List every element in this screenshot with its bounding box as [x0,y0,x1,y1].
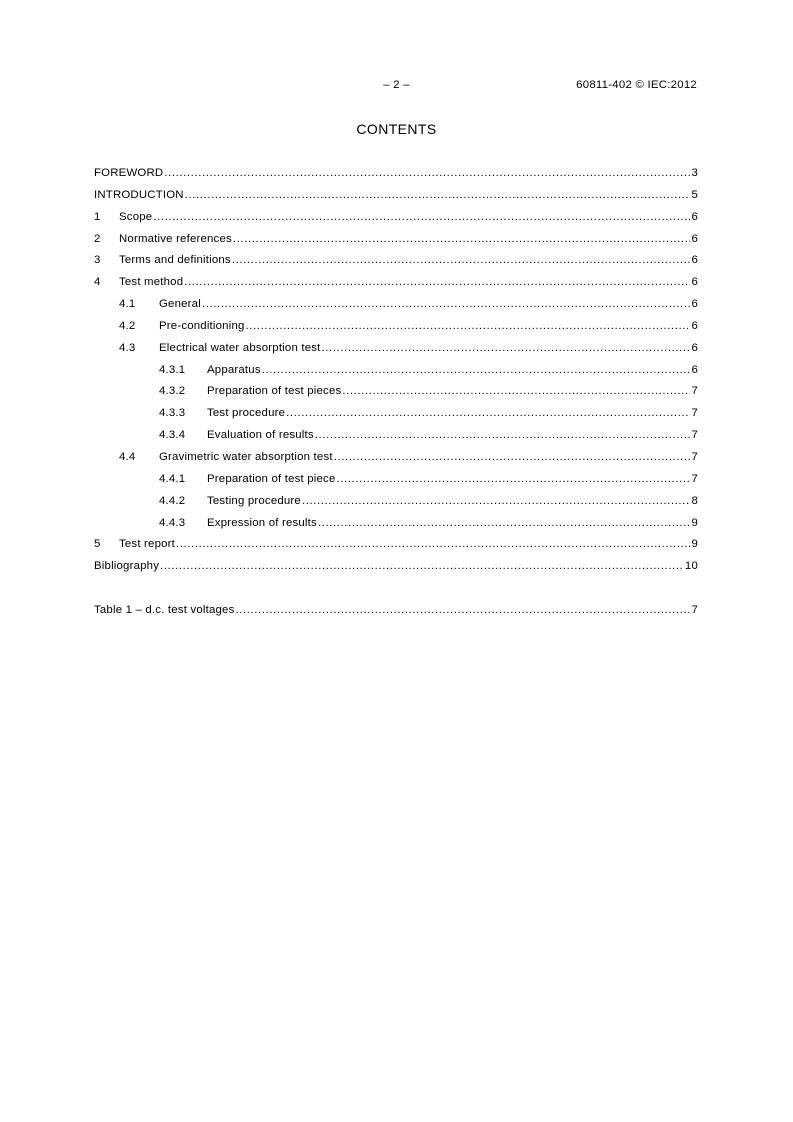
toc-entry-page: 7 [691,407,698,420]
toc-entry-page: 10 [684,560,698,573]
toc-entry-title: General [159,298,201,311]
toc-entry-title: Scope [119,210,153,223]
toc-entry-3[interactable] [94,252,698,274]
toc-entry-title: Terms and definitions [119,254,231,267]
toc-entry-number: 4.4 [119,450,136,463]
toc-entry-page: 9 [691,516,698,529]
toc-entry-number: 4.3.4 [159,429,186,442]
toc-entry-page: 5 [691,188,698,201]
toc-entry-title: Expression of results [207,516,317,529]
toc-entry-4-3-2[interactable] [94,383,698,405]
toc-entry-title: Bibliography [94,560,160,573]
toc-entry-4-4[interactable] [94,449,698,471]
dot-leader [318,516,691,530]
dot-leader [160,559,684,573]
table-entry-page: 7 [691,604,698,617]
dot-leader [302,494,691,508]
dot-leader [246,319,691,333]
toc-entry-page: 7 [691,450,698,463]
toc-entry-foreword[interactable] [94,165,698,187]
toc-entry-4-4-1[interactable] [94,471,698,493]
dot-leader [315,428,691,442]
toc-entry-4-3-3[interactable] [94,405,698,427]
toc-entry-page: 6 [691,210,698,223]
toc-entry-title: Normative references [119,232,232,245]
dot-leader [235,603,690,617]
toc-entry-title: Test report [119,538,176,551]
toc-entry-title: Test procedure [207,407,286,420]
toc-entry-page: 8 [691,494,698,507]
dot-leader [164,166,690,180]
toc-entry-page: 6 [691,232,698,245]
toc-entry-title: Evaluation of results [207,429,314,442]
table-of-contents [94,165,698,624]
toc-entry-page: 6 [691,298,698,311]
toc-entry-number: 4.2 [119,319,136,332]
dot-leader [153,210,690,224]
toc-entry-number: 4.3.1 [159,363,186,376]
dot-leader [334,450,691,464]
dot-leader [232,253,691,267]
toc-entry-4-3-1[interactable] [94,362,698,384]
table-entry-title: Table 1 – d.c. test voltages [94,604,235,617]
toc-entry-page: 7 [691,429,698,442]
document-reference: 60811-402 © IEC:2012 [576,79,697,91]
dot-leader [336,472,690,486]
toc-entry-number: 2 [94,232,101,245]
toc-entry-1[interactable] [94,209,698,231]
toc-entry-page: 3 [691,167,698,179]
toc-entry-page: 6 [691,319,698,332]
toc-entry-number: 4.4.1 [159,472,186,485]
dot-leader [176,537,690,551]
dot-leader [185,188,691,202]
toc-entry-4-2[interactable] [94,318,698,340]
toc-entry-2[interactable] [94,231,698,253]
toc-entry-page: 6 [691,341,698,354]
dot-leader [286,406,690,420]
toc-entry-number: 4.3 [119,341,136,354]
toc-entry-title: FOREWORD [94,167,164,179]
toc-entry-4-1[interactable] [94,296,698,318]
dot-leader [233,232,691,246]
toc-entry-4-4-2[interactable] [94,493,698,515]
toc-entry-page: 7 [691,385,698,398]
toc-entry-title: Preparation of test pieces [207,385,342,398]
toc-entry-number: 4.4.2 [159,494,186,507]
toc-entry-page: 6 [691,276,698,289]
toc-entry-number: 4.3.3 [159,407,186,420]
toc-entry-number: 4.3.2 [159,385,186,398]
toc-entry-title: Test method [119,276,184,289]
toc-entry-number: 4.4.3 [159,516,186,529]
list-of-tables-entry-table-1[interactable] [94,602,698,624]
dot-leader [262,363,691,377]
toc-entry-number: 4 [94,276,101,289]
toc-entry-number: 4.1 [119,298,136,311]
dot-leader [322,341,691,355]
toc-entry-bibliography[interactable] [94,558,698,580]
toc-entry-title: Apparatus [207,363,261,376]
toc-entry-page: 6 [691,363,698,376]
toc-entry-5[interactable] [94,536,698,558]
toc-entry-title: Pre-conditioning [159,319,245,332]
toc-entry-title: Testing procedure [207,494,301,507]
toc-entry-page: 6 [691,254,698,267]
toc-entry-introduction[interactable] [94,187,698,209]
toc-entry-number: 5 [94,538,101,551]
dot-leader [342,384,690,398]
toc-entry-number: 1 [94,210,101,223]
toc-entry-4-4-3[interactable] [94,515,698,537]
toc-entry-4-3[interactable] [94,340,698,362]
dot-leader [184,275,690,289]
toc-entry-title: INTRODUCTION [94,188,184,201]
toc-entry-title: Preparation of test piece [207,472,336,485]
toc-entry-page: 7 [691,472,698,485]
contents-heading: CONTENTS [356,121,437,137]
dot-leader [202,297,691,311]
toc-entry-4[interactable] [94,274,698,296]
page-number: – 2 – [383,79,410,91]
toc-entry-number: 3 [94,254,101,267]
toc-entry-page: 9 [691,538,698,551]
toc-entry-title: Gravimetric water absorption test [159,450,333,463]
toc-entry-title: Electrical water absorption test [159,341,321,354]
toc-entry-4-3-4[interactable] [94,427,698,449]
